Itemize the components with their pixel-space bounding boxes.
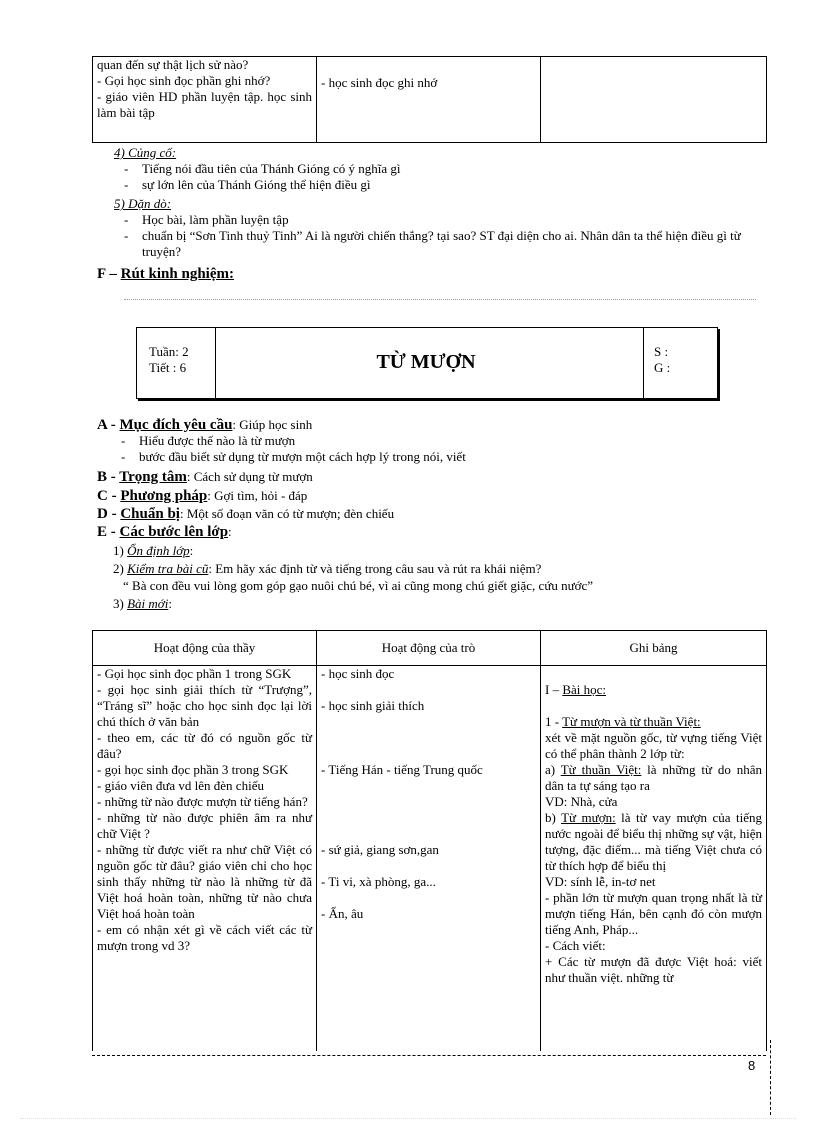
step-1-num: 1) xyxy=(113,543,128,558)
notes-a-text: là những từ do nhân dân ta tự sáng tạo ra xyxy=(545,762,762,793)
cung-co-section xyxy=(114,145,764,193)
student-item: - học sinh đọc xyxy=(321,666,395,681)
section-a-label: Mục đích yêu cầu xyxy=(119,417,233,433)
lesson-s: S : xyxy=(654,344,669,359)
notes-subheading xyxy=(545,714,762,730)
footer-dashed-line xyxy=(92,1055,766,1056)
footer-dashed-vertical xyxy=(770,1040,771,1115)
notes-example: VD: Nhà, cửa xyxy=(545,794,618,809)
top-teacher-line: - giáo viên HD phần luyện tập. học sinh làm bài tập xyxy=(97,89,312,120)
teacher-column xyxy=(93,666,317,1052)
lesson-title: TỪ MƯỢN xyxy=(376,351,476,373)
step-3-text: : xyxy=(168,596,172,611)
notes-sub-prefix: 1 - xyxy=(545,714,563,729)
notes-example: VD: sính lễ, in-tơ net xyxy=(545,874,656,889)
section-c-prefix: C - xyxy=(97,488,121,504)
section-c-text: : Gợi tìm, hỏi - đáp xyxy=(207,488,308,503)
cung-co-item: - Tiếng nói đầu tiên của Thánh Gióng có ý nghĩa gì xyxy=(120,161,764,177)
student-item: - Ti vi, xà phòng, ga... xyxy=(321,874,436,889)
section-e-label: Các bước lên lớp xyxy=(119,524,229,540)
cung-co-item: - sự lớn lên của Thánh Gióng thể hiện điều gì xyxy=(120,177,764,193)
step-3 xyxy=(113,596,172,612)
teacher-item: - gọi học sinh giải thích từ “Trượng”, “Tráng sĩ” hoặc cho học sinh đọc lại lời chú thích ở văn bản xyxy=(97,682,312,729)
page-number: 8 xyxy=(748,1058,756,1073)
top-table-student-cell xyxy=(317,57,541,143)
section-b-prefix: B - xyxy=(97,469,120,485)
section-b-label: Trọng tâm xyxy=(119,469,187,485)
notes-b-prefix: b) xyxy=(545,810,562,825)
section-e-text: : xyxy=(228,524,232,539)
student-item: - Tiếng Hán - tiếng Trung quốc xyxy=(321,762,483,777)
notes-column xyxy=(541,666,767,1052)
section-d xyxy=(97,506,394,522)
section-d-prefix: D - xyxy=(97,506,121,522)
dan-do-item: - chuẩn bị “Sơn Tinh thuỷ Tinh” Ai là người chiến thắng? tại sao? ST đại diện cho ai. Nhân dân ta thể hiện điều gì từ truyện? xyxy=(120,228,764,260)
section-c-label: Phương pháp xyxy=(120,488,208,504)
teacher-item: - giáo viên đưa vd lên đèn chiếu xyxy=(97,778,264,793)
teacher-item: - theo em, các từ đó có nguồn gốc từ đâu? xyxy=(97,730,312,761)
rkn-label: Rút kinh nghiệm: xyxy=(120,266,234,282)
header-notes: Ghi bảng xyxy=(541,631,767,666)
notes-paragraph: - phần lớn từ mượn quan trọng nhất là từ mượn tiếng Hán, bên cạnh đó còn mượn tiếng Anh, Pháp... xyxy=(545,890,762,937)
step-2 xyxy=(113,561,541,577)
section-b xyxy=(97,469,313,485)
step-2-quote: “ Bà con đều vui lòng gom góp gạo nuôi chú bé, vì ai cũng mong chú giết giặc, cứu nước” xyxy=(123,578,594,593)
top-student-line: - học sinh đọc ghi nhớ xyxy=(321,75,438,90)
step-1-label: Ổn định lớp xyxy=(127,543,190,558)
notes-paragraph: xét về mặt nguồn gốc, từ vựng tiếng Việt có thể phân thành 2 lớp từ: xyxy=(545,730,762,761)
dan-do-item: - Học bài, làm phần luyện tập xyxy=(120,212,764,228)
top-table-notes-cell xyxy=(541,57,767,143)
student-item: - sứ giả, giang sơn,gan xyxy=(321,842,439,857)
lesson-period: Tiết : 6 xyxy=(149,360,187,375)
student-item: - học sinh giải thích xyxy=(321,698,425,713)
rut-kinh-nghiem xyxy=(97,266,234,282)
section-d-label: Chuẩn bị xyxy=(120,506,180,522)
step-2-label: Kiểm tra bài cũ xyxy=(127,561,209,576)
section-c xyxy=(97,488,307,504)
section-a-item: - bước đầu biết sử dụng từ mượn một cách hợp lý trong nói, viết xyxy=(117,449,757,465)
step-3-label: Bài mới xyxy=(127,596,169,611)
rkn-prefix: F – xyxy=(97,266,121,282)
notes-heading xyxy=(545,682,762,698)
dan-do-section xyxy=(114,196,764,260)
notes-b-label: Từ mượn: xyxy=(561,810,616,825)
lesson-week: Tuần: 2 xyxy=(149,344,189,359)
teacher-item: - Gọi học sinh đọc phần 1 trong SGK xyxy=(97,666,292,681)
top-table-teacher-cell xyxy=(93,57,317,143)
lesson-date-cell xyxy=(643,328,718,398)
step-1-text: : xyxy=(189,543,194,558)
page-bottom-dotted xyxy=(20,1118,796,1119)
notes-heading-prefix: I – xyxy=(545,682,563,697)
teacher-item: - những từ nào được mượn từ tiếng hán? xyxy=(97,794,308,809)
section-e xyxy=(97,524,232,540)
teacher-item: - những từ được viết ra như chữ Việt có nguồn gốc từ đâu? giáo viên chỉ cho học sinh thấy những từ nào là những từ đã Việt hoá hoàn toàn, những từ nào chưa Việt hoá hoàn toàn xyxy=(97,842,312,921)
step-2-text: : Em hãy xác định từ và tiếng trong câu sau và rút ra khái niệm? xyxy=(208,561,542,576)
dan-do-title: 5) Dặn dò: xyxy=(114,196,172,211)
section-a-text: : Giúp học sinh xyxy=(232,417,313,432)
notes-paragraph: - Cách viết: xyxy=(545,938,606,953)
lesson-week-cell xyxy=(137,328,216,398)
notes-definition-b xyxy=(545,810,762,874)
notes-heading-label: Bài học: xyxy=(562,682,607,697)
top-teacher-line: - Gọi học sinh đọc phần ghi nhớ? xyxy=(97,73,271,88)
teacher-item: - những từ nào được phiên âm ra như chữ Việt ? xyxy=(97,810,312,841)
notes-a-prefix: a) xyxy=(545,762,561,777)
section-divider xyxy=(124,299,756,300)
section-e-prefix: E - xyxy=(97,524,120,540)
top-teacher-line: quan đến sự thật lịch sử nào? xyxy=(97,57,249,72)
activity-table xyxy=(92,630,767,1051)
section-d-text: : Một số đoạn văn có từ mượn; đèn chiếu xyxy=(179,506,395,521)
step-1 xyxy=(113,543,193,559)
lesson-g: G : xyxy=(654,360,671,375)
notes-a-label: Từ thuần Việt: xyxy=(560,762,642,777)
section-a xyxy=(97,417,757,465)
teacher-item: - em có nhận xét gì về cách viết các từ mượn trong vd 3? xyxy=(97,922,312,953)
notes-sub-label: Từ mượn và từ thuần Việt: xyxy=(562,714,701,729)
notes-definition-a xyxy=(545,762,762,794)
notes-paragraph: + Các từ mượn đã được Việt hoá: viết như thuần việt. những từ xyxy=(545,954,762,985)
cung-co-title: 4) Củng cố: xyxy=(114,145,177,160)
teacher-item: - gọi học sinh đọc phần 3 trong SGK xyxy=(97,762,289,777)
section-a-prefix: A - xyxy=(97,417,120,433)
header-student: Hoạt động của trò xyxy=(317,631,541,666)
section-b-text: : Cách sử dụng từ mượn xyxy=(186,469,313,484)
lesson-header-box xyxy=(136,327,718,399)
step-2-num: 2) xyxy=(113,561,128,576)
top-table xyxy=(92,56,767,143)
student-column xyxy=(317,666,541,1052)
notes-b-text: là từ vay mượn của tiếng nước ngoài để biểu thị những sự vật, hiện tượng, đặc điểm... mà tiếng Việt chưa có từ thích hợp để biểu thị xyxy=(545,810,762,873)
step-3-num: 3) xyxy=(113,596,128,611)
header-teacher: Hoạt động của thầy xyxy=(93,631,317,666)
student-item: - Ấn, âu xyxy=(321,906,364,921)
section-a-item: - Hiểu được thế nào là từ mượn xyxy=(117,433,757,449)
